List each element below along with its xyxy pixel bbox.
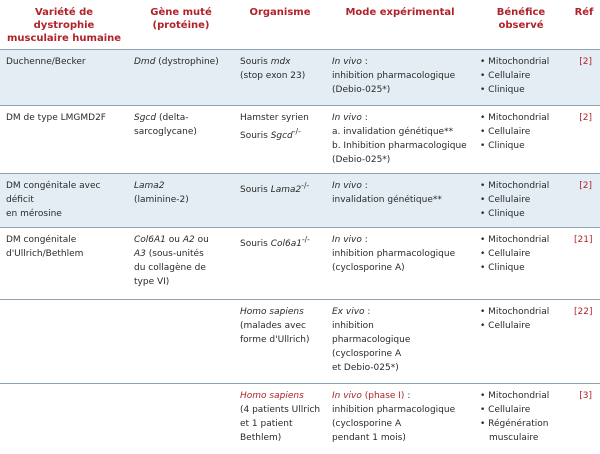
ref-cell: [3] <box>579 391 592 401</box>
mode-heading: In vivo <box>332 113 362 123</box>
organism-detail: forme d'Ullrich) <box>240 335 310 345</box>
gene-symbol: A2 <box>182 235 195 245</box>
ref-cell: [21] <box>574 235 593 245</box>
gene-symbol: Lama2 <box>134 181 165 191</box>
gene-symbol: A3 <box>134 249 146 259</box>
mode-line: inhibition pharmacologique <box>332 249 456 259</box>
mode-line: (cyclosporine A <box>332 419 402 429</box>
gene-protein: (laminine-2) <box>134 195 189 205</box>
benefit-item: • Mitochondrial <box>480 389 564 403</box>
benefit-item: • Mitochondrial <box>480 233 564 247</box>
ref-cell: [2] <box>579 181 592 191</box>
mode-phase: (phase I) <box>361 391 405 401</box>
benefit-item: • Mitochondrial <box>480 179 564 193</box>
mode-line: pendant 1 mois) <box>332 433 406 443</box>
gene-text: du collagène de <box>134 263 206 273</box>
mode-line: inhibition pharmacologique <box>332 405 456 415</box>
mode-heading: In vivo <box>332 235 362 245</box>
gene-symbol: Dmd <box>134 57 156 67</box>
benefit-cell <box>474 300 568 384</box>
ref-cell: [22] <box>574 307 593 317</box>
variety-cell <box>0 174 128 228</box>
gene-cell <box>128 106 234 174</box>
benefit-item-continued: musculaire <box>489 433 539 443</box>
benefit-item: • Cellulaire <box>480 403 564 417</box>
organism-cell <box>234 384 326 454</box>
benefit-item: • Clinique <box>480 207 564 221</box>
mode-cell <box>326 174 474 228</box>
mode-sep: : <box>361 57 368 67</box>
mode-heading: In vivo <box>332 391 362 401</box>
mode-cell <box>326 384 474 454</box>
mode-line: et Debio-025*) <box>332 363 399 373</box>
gene-protein: (dystrophine) <box>155 57 219 67</box>
organism-cell <box>234 300 326 384</box>
variety-cell <box>0 300 128 384</box>
mode-cell <box>326 50 474 106</box>
gene-text: (sous-unités <box>145 249 204 259</box>
organism-strain: Sgcd <box>270 131 293 141</box>
mode-cell <box>326 106 474 174</box>
gene-cell <box>128 50 234 106</box>
mode-cell <box>326 228 474 300</box>
col-organism: Organisme <box>249 7 311 18</box>
gene-text: type VI) <box>134 277 170 287</box>
benefit-item: • Régénération <box>480 417 564 431</box>
benefit-cell <box>474 174 568 228</box>
knockout-superscript: -/- <box>292 127 301 136</box>
col-ref: Réf <box>574 7 594 18</box>
benefit-item: • Clinique <box>480 261 564 275</box>
mode-sep: : <box>361 235 368 245</box>
mode-sep: : <box>361 181 368 191</box>
gene-cell <box>128 228 234 300</box>
organism-species: Souris <box>240 239 271 249</box>
organism-species: Homo sapiens <box>240 391 304 401</box>
table-row <box>0 300 600 384</box>
benefit-cell <box>474 384 568 454</box>
header-row <box>0 0 600 50</box>
organism-detail: (stop exon 23) <box>240 71 306 81</box>
organism-cell <box>234 228 326 300</box>
mode-line: invalidation génétique** <box>332 195 442 205</box>
gene-text: ou <box>194 235 209 245</box>
variety-line: DM congénitale <box>6 235 77 245</box>
benefit-item: • Clinique <box>480 139 564 153</box>
mode-line: (cyclosporine A) <box>332 263 405 273</box>
gene-symbol: Sgcd <box>134 113 157 123</box>
benefit-cell <box>474 228 568 300</box>
benefit-item: • Cellulaire <box>480 193 564 207</box>
gene-cell <box>128 300 234 384</box>
benefit-item: • Cellulaire <box>480 69 564 83</box>
table-row <box>0 384 600 454</box>
benefit-item: • Clinique <box>480 83 564 97</box>
benefit-cell <box>474 106 568 174</box>
gene-text: ou <box>165 235 183 245</box>
organism-cell <box>234 174 326 228</box>
mode-line: (Debio-025*) <box>332 85 391 95</box>
organism-strain: mdx <box>270 57 291 67</box>
table-row <box>0 228 600 300</box>
organism-detail: (malades avec <box>240 321 306 331</box>
organism-cell <box>234 106 326 174</box>
benefit-item: • Mitochondrial <box>480 55 564 69</box>
col-variety: Variété de dystrophie musculaire humaine <box>6 7 122 44</box>
benefit-item: • Cellulaire <box>480 247 564 261</box>
knockout-superscript: -/- <box>301 235 310 244</box>
benefit-cell <box>474 50 568 106</box>
gene-protein: (delta- <box>156 113 189 123</box>
mode-line: (Debio-025*) <box>332 155 391 165</box>
organism-species: Homo sapiens <box>240 307 304 317</box>
gene-protein: sarcoglycane) <box>134 127 197 137</box>
organism-detail: et 1 patient <box>240 419 293 429</box>
mode-line: b. Inhibition pharmacologique <box>332 141 467 151</box>
mode-heading: In vivo <box>332 181 362 191</box>
gene-symbol: Col6A1 <box>134 235 166 245</box>
variety-line: en mérosine <box>6 209 62 219</box>
variety-cell: Duchenne/Becker <box>6 57 86 67</box>
knockout-superscript: -/- <box>301 181 310 190</box>
organism-species: Souris <box>240 57 271 67</box>
gene-cell <box>128 384 234 454</box>
col-gene: Gène muté (protéine) <box>150 7 212 31</box>
ref-cell: [2] <box>579 57 592 67</box>
gene-cell <box>128 174 234 228</box>
organism-species: Hamster syrien <box>240 113 309 123</box>
variety-cell <box>0 228 128 300</box>
col-benefit: Bénéfice observé <box>496 7 546 31</box>
organism-species: Souris <box>240 185 271 195</box>
mode-line: a. invalidation génétique** <box>332 127 454 137</box>
benefit-item: • Mitochondrial <box>480 111 564 125</box>
col-mode: Mode expérimental <box>345 7 455 18</box>
benefit-item: • Mitochondrial <box>480 305 564 319</box>
ref-cell: [2] <box>579 113 592 123</box>
mode-line: (cyclosporine A <box>332 349 402 359</box>
mode-line: inhibition pharmacologique <box>332 71 456 81</box>
mode-cell <box>326 300 474 384</box>
mode-line: inhibition <box>332 321 374 331</box>
benefit-item: • Cellulaire <box>480 125 564 139</box>
variety-cell <box>0 384 128 454</box>
table-row <box>0 174 600 228</box>
organism-detail: (4 patients Ullrich <box>240 405 321 415</box>
variety-line: DM congénitale avec déficit <box>6 181 101 205</box>
mode-sep: : <box>361 113 368 123</box>
variety-cell: DM de type LMGMD2F <box>6 113 106 123</box>
mode-sep: : <box>404 391 411 401</box>
mode-line: pharmacologique <box>332 335 411 345</box>
mode-heading: Ex vivo <box>332 307 365 317</box>
organism-strain: Lama2 <box>270 185 302 195</box>
table-row <box>0 50 600 106</box>
table-row <box>0 106 600 174</box>
organism-detail: Bethlem) <box>240 433 282 443</box>
organism-cell <box>234 50 326 106</box>
mode-heading: In vivo <box>332 57 362 67</box>
variety-line: d'Ullrich/Bethlem <box>6 249 84 259</box>
mode-sep: : <box>364 307 371 317</box>
organism-species: Souris <box>240 131 271 141</box>
benefit-item: • Cellulaire <box>480 319 564 333</box>
organism-strain: Col6a1 <box>270 239 302 249</box>
